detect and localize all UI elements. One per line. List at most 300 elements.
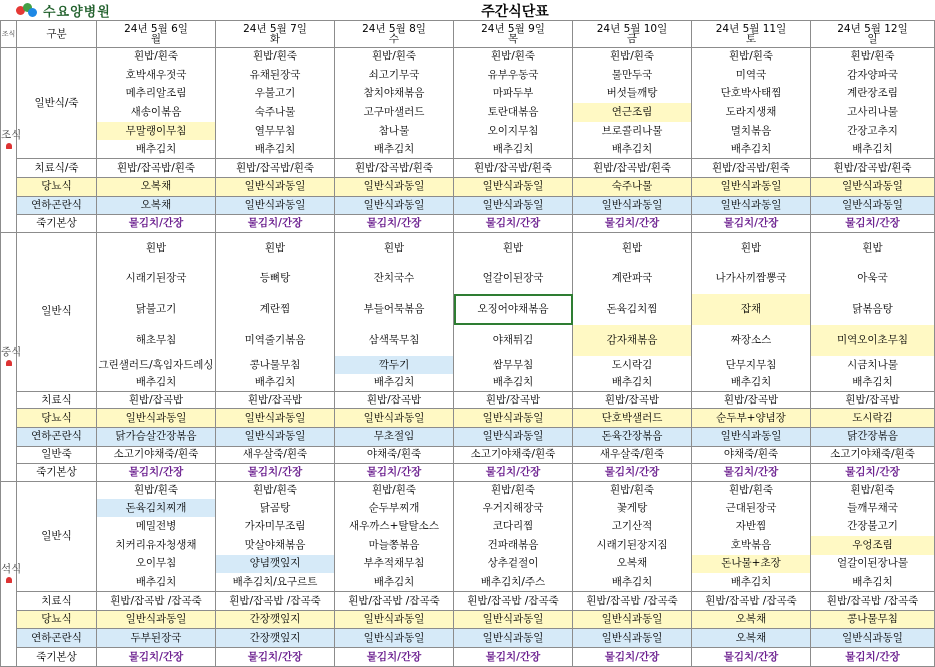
menu-cell[interactable]: 해초무침 bbox=[97, 325, 216, 356]
menu-cell[interactable]: 배추김치 bbox=[811, 140, 935, 159]
dinner-special-row bbox=[1, 592, 935, 611]
menu-cell[interactable]: 일반식과동일 bbox=[216, 409, 335, 428]
lunch-meal-cell bbox=[1, 232, 22, 481]
dinner-special-row bbox=[1, 629, 935, 648]
menu-cell[interactable]: 도라지생채 bbox=[692, 103, 811, 122]
lunch-special-row bbox=[1, 391, 935, 409]
breakfast-main-row bbox=[1, 140, 935, 159]
menu-cell[interactable]: 숙주나물 bbox=[573, 178, 692, 197]
menu-cell[interactable]: 두부된장국 bbox=[97, 629, 216, 648]
menu-cell[interactable]: 흰밥/잡곡밥 bbox=[454, 391, 573, 409]
breakfast-main-label: 일반식/죽 bbox=[17, 47, 97, 159]
menu-cell[interactable]: 배추김치 bbox=[454, 140, 573, 159]
day-date: 24년 5월 9일 bbox=[481, 22, 545, 35]
menu-cell[interactable]: 아욱국 bbox=[811, 263, 935, 294]
menu-cell[interactable]: 배추김치 bbox=[692, 573, 811, 592]
menu-cell[interactable]: 배추김치 bbox=[573, 374, 692, 392]
menu-cell[interactable]: 흰밥/흰죽 bbox=[811, 481, 935, 499]
menu-cell[interactable]: 참나물 bbox=[335, 122, 454, 141]
menu-cell[interactable]: 닭볶음탕 bbox=[811, 294, 935, 325]
menu-cell[interactable]: 감자양파국 bbox=[811, 66, 935, 85]
menu-cell[interactable]: 야채죽/흰죽 bbox=[335, 446, 454, 464]
menu-cell[interactable]: 물김치/간장 bbox=[454, 464, 573, 482]
breakfast-special-row bbox=[1, 178, 935, 197]
menu-cell[interactable]: 일반식과동일 bbox=[454, 428, 573, 447]
lunch-special-label: 죽기본상 bbox=[17, 464, 97, 482]
menu-cell[interactable]: 흰밥/흰죽 bbox=[335, 47, 454, 66]
dinner-meal-label: 석식 bbox=[1, 563, 22, 576]
header-row bbox=[1, 21, 935, 48]
menu-cell[interactable]: 물김치/간장 bbox=[692, 215, 811, 233]
breakfast-special-row bbox=[1, 159, 935, 178]
lunch-main-label: 일반식 bbox=[17, 232, 97, 391]
menu-cell[interactable]: 오복채 bbox=[692, 629, 811, 648]
menu-cell[interactable]: 흰밥/흰죽 bbox=[811, 47, 935, 66]
menu-cell[interactable]: 흰밥/흰죽 bbox=[335, 481, 454, 499]
menu-cell[interactable]: 흰밥/잡곡밥 bbox=[216, 391, 335, 409]
menu-cell[interactable]: 흰밥/잡곡밥 /잡곡죽 bbox=[692, 592, 811, 611]
menu-cell[interactable]: 흰밥/흰죽 bbox=[97, 47, 216, 66]
menu-cell[interactable]: 소고기야채죽/흰죽 bbox=[454, 446, 573, 464]
menu-cell[interactable]: 물김치/간장 bbox=[97, 648, 216, 667]
flower-icon bbox=[6, 360, 12, 366]
menu-cell[interactable]: 우거지해장국 bbox=[454, 499, 573, 518]
menu-cell[interactable]: 새우까스+탈탈소스 bbox=[335, 517, 454, 536]
menu-cell[interactable]: 배추김치 bbox=[216, 374, 335, 392]
menu-cell[interactable]: 물김치/간장 bbox=[97, 464, 216, 482]
menu-cell[interactable]: 마늘쫑볶음 bbox=[335, 536, 454, 555]
menu-cell[interactable]: 부추적채무침 bbox=[335, 555, 454, 574]
breakfast-meal-cell bbox=[1, 47, 22, 232]
breakfast-main-row bbox=[1, 103, 935, 122]
dinner-special-row bbox=[1, 648, 935, 667]
menu-cell[interactable]: 흰밥/잡곡밥 /잡곡죽 bbox=[97, 592, 216, 611]
day-date: 24년 5월 6일 bbox=[124, 22, 188, 35]
dinner-main-row bbox=[1, 536, 935, 555]
menu-cell[interactable]: 흰밥/잡곡밥/흰죽 bbox=[454, 159, 573, 178]
menu-cell[interactable]: 물김치/간장 bbox=[216, 464, 335, 482]
menu-cell[interactable]: 물김치/간장 bbox=[573, 215, 692, 233]
breakfast-special-label: 당뇨식 bbox=[17, 178, 97, 197]
day-header-4 bbox=[573, 21, 692, 48]
menu-cell[interactable]: 흰밥 bbox=[692, 232, 811, 263]
lunch-main-row bbox=[1, 325, 935, 356]
menu-cell[interactable]: 나가사끼짬뽕국 bbox=[692, 263, 811, 294]
menu-cell[interactable]: 간장불고기 bbox=[811, 517, 935, 536]
menu-cell[interactable]: 새송이볶음 bbox=[97, 103, 216, 122]
menu-cell[interactable]: 부들어묵볶음 bbox=[335, 294, 454, 325]
menu-cell[interactable]: 흰밥/흰죽 bbox=[573, 47, 692, 66]
breakfast-meal-label: 조식 bbox=[1, 129, 22, 142]
menu-cell[interactable]: 물김치/간장 bbox=[811, 215, 935, 233]
menu-cell[interactable]: 들깨무채국 bbox=[811, 499, 935, 518]
menu-cell[interactable]: 새우살죽/흰죽 bbox=[573, 446, 692, 464]
menu-cell[interactable]: 일반식과동일 bbox=[692, 178, 811, 197]
menu-cell[interactable]: 물만두국 bbox=[573, 66, 692, 85]
day-header-0 bbox=[97, 21, 216, 48]
day-of-week: 목 bbox=[507, 32, 519, 45]
weekly-menu-table bbox=[0, 20, 935, 667]
menu-cell[interactable]: 흰밥/잡곡밥 /잡곡죽 bbox=[811, 592, 935, 611]
menu-cell[interactable]: 물김치/간장 bbox=[335, 215, 454, 233]
menu-cell[interactable]: 얼갈이된장국 bbox=[454, 263, 573, 294]
meal-header-cell bbox=[1, 21, 17, 48]
day-of-week: 수 bbox=[388, 32, 400, 45]
menu-cell[interactable]: 흰밥 bbox=[811, 232, 935, 263]
dinner-main-row bbox=[1, 481, 935, 499]
day-of-week: 화 bbox=[269, 32, 281, 45]
menu-cell[interactable]: 오복채 bbox=[692, 610, 811, 629]
menu-cell[interactable]: 가자미무조림 bbox=[216, 517, 335, 536]
lunch-special-row bbox=[1, 446, 935, 464]
menu-cell[interactable]: 오징어야채볶음 bbox=[454, 294, 573, 325]
title-bar bbox=[0, 0, 934, 21]
menu-cell[interactable]: 호박볶음 bbox=[692, 536, 811, 555]
menu-cell[interactable]: 등뼈탕 bbox=[216, 263, 335, 294]
menu-cell[interactable]: 물김치/간장 bbox=[573, 648, 692, 667]
menu-cell[interactable]: 물김치/간장 bbox=[97, 215, 216, 233]
menu-cell[interactable]: 물김치/간장 bbox=[454, 648, 573, 667]
menu-cell[interactable]: 흰밥/잡곡밥/흰죽 bbox=[573, 159, 692, 178]
menu-cell[interactable]: 잔치국수 bbox=[335, 263, 454, 294]
lunch-special-row bbox=[1, 409, 935, 428]
logo-icon bbox=[16, 3, 40, 17]
menu-cell[interactable]: 소고기야채죽/흰죽 bbox=[97, 446, 216, 464]
menu-cell[interactable]: 쇠고기무국 bbox=[335, 66, 454, 85]
lunch-main-row bbox=[1, 294, 935, 325]
menu-cell[interactable]: 일반식과동일 bbox=[216, 428, 335, 447]
lunch-main-row bbox=[1, 232, 935, 263]
day-date: 24년 5월 7일 bbox=[243, 22, 307, 35]
lunch-special-row bbox=[1, 428, 935, 447]
day-date: 24년 5월 12일 bbox=[837, 22, 908, 35]
menu-cell[interactable]: 물김치/간장 bbox=[573, 464, 692, 482]
flower-icon bbox=[6, 143, 12, 149]
page-title: 주간식단표 bbox=[481, 4, 549, 20]
logo-text: 수요양병원 bbox=[43, 4, 111, 20]
dinner-main-row bbox=[1, 499, 935, 518]
lunch-main-row bbox=[1, 263, 935, 294]
menu-cell[interactable]: 배추김치 bbox=[335, 573, 454, 592]
menu-cell[interactable]: 물김치/간장 bbox=[811, 464, 935, 482]
menu-cell[interactable]: 흰밥 bbox=[573, 232, 692, 263]
meal-header-label: 조식 bbox=[1, 30, 16, 39]
menu-cell[interactable]: 배추김치/요구르트 bbox=[216, 573, 335, 592]
lunch-special-label: 일반죽 bbox=[17, 446, 97, 464]
dinner-special-label: 죽기본상 bbox=[17, 648, 97, 667]
menu-cell[interactable]: 잡채 bbox=[692, 294, 811, 325]
menu-cell[interactable]: 닭간장볶음 bbox=[811, 428, 935, 447]
breakfast-special-label: 죽기본상 bbox=[17, 215, 97, 233]
menu-cell[interactable]: 돈육김치찜 bbox=[573, 294, 692, 325]
menu-cell[interactable]: 닭가슴살간장볶음 bbox=[97, 428, 216, 447]
menu-cell[interactable]: 흰밥/잡곡밥 bbox=[573, 391, 692, 409]
menu-cell[interactable]: 단호박사태찜 bbox=[692, 85, 811, 104]
menu-cell[interactable]: 흰밥 bbox=[97, 232, 216, 263]
flower-icon bbox=[6, 577, 12, 583]
menu-cell[interactable]: 참치야채볶음 bbox=[335, 85, 454, 104]
menu-cell[interactable]: 배추김치 bbox=[97, 140, 216, 159]
menu-cell[interactable]: 간장고추지 bbox=[811, 122, 935, 141]
menu-cell[interactable]: 오이지무침 bbox=[454, 122, 573, 141]
menu-cell[interactable]: 일반식과동일 bbox=[573, 196, 692, 215]
breakfast-special-row bbox=[1, 215, 935, 233]
menu-cell[interactable]: 일반식과동일 bbox=[335, 196, 454, 215]
day-header-5 bbox=[692, 21, 811, 48]
menu-cell[interactable]: 새우살죽/흰죽 bbox=[216, 446, 335, 464]
menu-cell[interactable]: 계란장조림 bbox=[811, 85, 935, 104]
menu-cell[interactable]: 물김치/간장 bbox=[216, 648, 335, 667]
menu-cell[interactable]: 흰밥/흰죽 bbox=[573, 481, 692, 499]
menu-cell[interactable]: 물김치/간장 bbox=[692, 464, 811, 482]
lunch-special-row bbox=[1, 464, 935, 482]
menu-cell[interactable]: 야채죽/흰죽 bbox=[692, 446, 811, 464]
menu-cell[interactable]: 일반식과동일 bbox=[454, 629, 573, 648]
menu-cell[interactable]: 브로콜리나물 bbox=[573, 122, 692, 141]
menu-cell[interactable]: 꽃게탕 bbox=[573, 499, 692, 518]
menu-cell[interactable]: 배추김치 bbox=[335, 140, 454, 159]
day-header-2 bbox=[335, 21, 454, 48]
menu-cell[interactable]: 닭불고기 bbox=[97, 294, 216, 325]
menu-cell[interactable]: 마파두부 bbox=[454, 85, 573, 104]
menu-cell[interactable]: 무말랭이무침 bbox=[97, 122, 216, 141]
menu-cell[interactable]: 일반식과동일 bbox=[97, 409, 216, 428]
menu-cell[interactable]: 쌈무무침 bbox=[454, 356, 573, 374]
menu-cell[interactable]: 토란대볶음 bbox=[454, 103, 573, 122]
dinner-main-row bbox=[1, 555, 935, 574]
dinner-special-row bbox=[1, 610, 935, 629]
menu-cell[interactable]: 열무무침 bbox=[216, 122, 335, 141]
menu-cell[interactable]: 맛살야채볶음 bbox=[216, 536, 335, 555]
dinner-main-row bbox=[1, 517, 935, 536]
menu-cell[interactable]: 시금치나물 bbox=[811, 356, 935, 374]
menu-cell[interactable]: 감자채볶음 bbox=[573, 325, 692, 356]
menu-cell[interactable]: 흰밥/잡곡밥/흰죽 bbox=[811, 159, 935, 178]
menu-cell[interactable]: 짜장소스 bbox=[692, 325, 811, 356]
breakfast-main-row bbox=[1, 85, 935, 104]
menu-cell[interactable]: 흰밥/잡곡밥 bbox=[97, 391, 216, 409]
menu-cell[interactable]: 버섯들깨탕 bbox=[573, 85, 692, 104]
menu-cell[interactable]: 미역오이초무침 bbox=[811, 325, 935, 356]
menu-cell[interactable]: 흰밥/잡곡밥 /잡곡죽 bbox=[216, 592, 335, 611]
dinner-main-row bbox=[1, 573, 935, 592]
menu-cell[interactable]: 일반식과동일 bbox=[97, 610, 216, 629]
lunch-special-label: 연하곤란식 bbox=[17, 428, 97, 447]
menu-cell[interactable]: 일반식과동일 bbox=[454, 178, 573, 197]
menu-cell[interactable]: 우엉조림 bbox=[811, 536, 935, 555]
menu-cell[interactable]: 그린샐러드/흑임자드레싱 bbox=[97, 356, 216, 374]
menu-cell[interactable]: 치커리유자청생채 bbox=[97, 536, 216, 555]
menu-cell[interactable]: 도시락김 bbox=[573, 356, 692, 374]
menu-cell[interactable]: 배추김치 bbox=[573, 573, 692, 592]
menu-cell[interactable]: 고구마샐러드 bbox=[335, 103, 454, 122]
menu-cell[interactable]: 배추김치 bbox=[454, 374, 573, 392]
menu-cell[interactable]: 일반식과동일 bbox=[216, 178, 335, 197]
menu-cell[interactable]: 일반식과동일 bbox=[573, 629, 692, 648]
menu-cell[interactable]: 배추김치 bbox=[811, 374, 935, 392]
menu-cell[interactable]: 근대된장국 bbox=[692, 499, 811, 518]
day-of-week: 일 bbox=[867, 32, 878, 45]
menu-cell[interactable]: 흰밥/잡곡밥 bbox=[692, 391, 811, 409]
lunch-special-label: 치료식 bbox=[17, 391, 97, 409]
menu-cell[interactable]: 배추김치 bbox=[692, 140, 811, 159]
menu-cell[interactable]: 건파래볶음 bbox=[454, 536, 573, 555]
menu-cell[interactable]: 계란찜 bbox=[216, 294, 335, 325]
menu-cell[interactable]: 배추김치 bbox=[573, 140, 692, 159]
dinner-special-label: 치료식 bbox=[17, 592, 97, 611]
menu-cell[interactable]: 시래기된장지짐 bbox=[573, 536, 692, 555]
menu-cell[interactable]: 일반식과동일 bbox=[335, 178, 454, 197]
menu-cell[interactable]: 고기산적 bbox=[573, 517, 692, 536]
menu-cell[interactable]: 일반식과동일 bbox=[811, 196, 935, 215]
menu-cell[interactable]: 흰밥 bbox=[335, 232, 454, 263]
day-of-week: 금 bbox=[626, 32, 638, 45]
menu-cell[interactable]: 흰밥/잡곡밥 bbox=[335, 391, 454, 409]
menu-cell[interactable]: 간장깻잎지 bbox=[216, 629, 335, 648]
menu-cell[interactable]: 단호박샐러드 bbox=[573, 409, 692, 428]
lunch-special-label: 당뇨식 bbox=[17, 409, 97, 428]
day-of-week: 토 bbox=[745, 32, 757, 45]
menu-cell[interactable]: 일반식과동일 bbox=[692, 428, 811, 447]
menu-cell[interactable]: 양념깻잎지 bbox=[216, 555, 335, 574]
menu-cell[interactable]: 일반식과동일 bbox=[335, 610, 454, 629]
menu-cell[interactable]: 흰밥/잡곡밥/흰죽 bbox=[216, 159, 335, 178]
menu-cell[interactable]: 콩나물무침 bbox=[811, 610, 935, 629]
menu-cell[interactable]: 돈육간장볶음 bbox=[573, 428, 692, 447]
menu-cell[interactable]: 흰밥/잡곡밥/흰죽 bbox=[335, 159, 454, 178]
menu-cell[interactable]: 상추겉절이 bbox=[454, 555, 573, 574]
menu-cell[interactable]: 자반찜 bbox=[692, 517, 811, 536]
menu-cell[interactable]: 메추리알조림 bbox=[97, 85, 216, 104]
menu-cell[interactable]: 배추김치 bbox=[97, 573, 216, 592]
menu-cell[interactable]: 물김치/간장 bbox=[811, 648, 935, 667]
menu-cell[interactable]: 오이무침 bbox=[97, 555, 216, 574]
menu-cell[interactable]: 흰밥/흰죽 bbox=[216, 481, 335, 499]
breakfast-main-row bbox=[1, 66, 935, 85]
menu-cell[interactable]: 얼갈이된장나물 bbox=[811, 555, 935, 574]
day-header-1 bbox=[216, 21, 335, 48]
dinner-main-label: 일반식 bbox=[17, 481, 97, 592]
menu-cell[interactable]: 고사리나물 bbox=[811, 103, 935, 122]
menu-cell[interactable]: 흰밥 bbox=[216, 232, 335, 263]
breakfast-main-row bbox=[1, 47, 935, 66]
menu-cell[interactable]: 도시락김 bbox=[811, 409, 935, 428]
menu-cell[interactable]: 시래기된장국 bbox=[97, 263, 216, 294]
menu-cell[interactable]: 일반식과동일 bbox=[216, 196, 335, 215]
category-header: 구분 bbox=[17, 21, 97, 48]
menu-cell[interactable]: 흰밥/흰죽 bbox=[454, 47, 573, 66]
day-header-3 bbox=[454, 21, 573, 48]
menu-cell[interactable]: 간장깻잎지 bbox=[216, 610, 335, 629]
menu-cell[interactable]: 흰밥/흰죽 bbox=[97, 481, 216, 499]
menu-cell[interactable]: 미역국 bbox=[692, 66, 811, 85]
menu-cell[interactable]: 오복채 bbox=[97, 196, 216, 215]
menu-cell[interactable]: 삼색묵무침 bbox=[335, 325, 454, 356]
dinner-meal-cell bbox=[1, 481, 22, 666]
menu-cell[interactable]: 배추김치/주스 bbox=[454, 573, 573, 592]
day-date: 24년 5월 11일 bbox=[715, 22, 787, 35]
menu-cell[interactable]: 유채된장국 bbox=[216, 66, 335, 85]
menu-cell[interactable]: 연근조림 bbox=[573, 103, 692, 122]
day-of-week: 월 bbox=[150, 32, 162, 45]
menu-cell[interactable]: 유부우동국 bbox=[454, 66, 573, 85]
menu-cell[interactable]: 계란파국 bbox=[573, 263, 692, 294]
menu-cell[interactable]: 일반식과동일 bbox=[692, 196, 811, 215]
menu-cell[interactable]: 흰밥/흰죽 bbox=[692, 47, 811, 66]
hospital-logo bbox=[16, 1, 111, 19]
menu-cell[interactable]: 닭곰탕 bbox=[216, 499, 335, 518]
menu-cell[interactable]: 일반식과동일 bbox=[811, 629, 935, 648]
menu-cell[interactable]: 콩나물무침 bbox=[216, 356, 335, 374]
menu-cell[interactable]: 순두부+양념장 bbox=[692, 409, 811, 428]
menu-cell[interactable]: 흰밥/잡곡밥 /잡곡죽 bbox=[454, 592, 573, 611]
menu-cell[interactable]: 멸치볶음 bbox=[692, 122, 811, 141]
menu-cell[interactable]: 일반식과동일 bbox=[335, 629, 454, 648]
menu-cell[interactable]: 일반식과동일 bbox=[811, 178, 935, 197]
menu-cell[interactable]: 순두부찌개 bbox=[335, 499, 454, 518]
menu-cell[interactable]: 흰밥/잡곡밥 /잡곡죽 bbox=[573, 592, 692, 611]
dinner-special-label: 연하곤란식 bbox=[17, 629, 97, 648]
menu-cell[interactable]: 배추김치 bbox=[216, 140, 335, 159]
menu-cell[interactable]: 호박새우젓국 bbox=[97, 66, 216, 85]
breakfast-special-label: 치료식/죽 bbox=[17, 159, 97, 178]
menu-cell[interactable]: 숙주나물 bbox=[216, 103, 335, 122]
menu-cell[interactable]: 무초절임 bbox=[335, 428, 454, 447]
menu-cell[interactable]: 배추김치 bbox=[692, 374, 811, 392]
menu-cell[interactable]: 배추김치 bbox=[97, 374, 216, 392]
menu-cell[interactable]: 일반식과동일 bbox=[454, 610, 573, 629]
menu-cell[interactable]: 깍두기 bbox=[335, 356, 454, 374]
menu-cell[interactable]: 일반식과동일 bbox=[335, 409, 454, 428]
menu-cell[interactable]: 소고기야채죽/흰죽 bbox=[811, 446, 935, 464]
breakfast-main-row bbox=[1, 122, 935, 141]
menu-cell[interactable]: 메밀전병 bbox=[97, 517, 216, 536]
menu-cell[interactable]: 우불고기 bbox=[216, 85, 335, 104]
menu-cell[interactable]: 코다리찜 bbox=[454, 517, 573, 536]
breakfast-special-label: 연하곤란식 bbox=[17, 196, 97, 215]
menu-cell[interactable]: 일반식과동일 bbox=[454, 196, 573, 215]
menu-cell[interactable]: 일반식과동일 bbox=[454, 409, 573, 428]
day-date: 24년 5월 10일 bbox=[596, 22, 668, 35]
menu-cell[interactable]: 단무지무침 bbox=[692, 356, 811, 374]
menu-cell[interactable]: 배추김치 bbox=[335, 374, 454, 392]
menu-cell[interactable]: 배추김치 bbox=[811, 573, 935, 592]
menu-cell[interactable]: 오복채 bbox=[97, 178, 216, 197]
menu-cell[interactable]: 흰밥/흰죽 bbox=[216, 47, 335, 66]
menu-cell[interactable]: 돈나물+초장 bbox=[692, 555, 811, 574]
menu-cell[interactable]: 흰밥 bbox=[454, 232, 573, 263]
menu-cell[interactable]: 물김치/간장 bbox=[692, 648, 811, 667]
menu-cell[interactable]: 흰밥/잡곡밥 /잡곡죽 bbox=[335, 592, 454, 611]
menu-cell[interactable]: 흰밥/흰죽 bbox=[454, 481, 573, 499]
menu-cell[interactable]: 흰밥/잡곡밥/흰죽 bbox=[97, 159, 216, 178]
menu-cell[interactable]: 돈육김치찌개 bbox=[97, 499, 216, 518]
menu-cell[interactable]: 미역줄기볶음 bbox=[216, 325, 335, 356]
menu-cell[interactable]: 야채튀김 bbox=[454, 325, 573, 356]
menu-cell[interactable]: 오복채 bbox=[573, 555, 692, 574]
menu-cell[interactable]: 물김치/간장 bbox=[216, 215, 335, 233]
menu-cell[interactable]: 흰밥/잡곡밥/흰죽 bbox=[692, 159, 811, 178]
menu-cell[interactable]: 물김치/간장 bbox=[335, 464, 454, 482]
menu-cell[interactable]: 흰밥/잡곡밥 bbox=[811, 391, 935, 409]
menu-cell[interactable]: 물김치/간장 bbox=[335, 648, 454, 667]
lunch-meal-label: 중식 bbox=[1, 346, 22, 359]
lunch-main-row bbox=[1, 356, 935, 374]
menu-cell[interactable]: 물김치/간장 bbox=[454, 215, 573, 233]
day-header-6 bbox=[811, 21, 935, 48]
menu-cell[interactable]: 흰밥/흰죽 bbox=[692, 481, 811, 499]
menu-cell[interactable]: 일반식과동일 bbox=[573, 610, 692, 629]
